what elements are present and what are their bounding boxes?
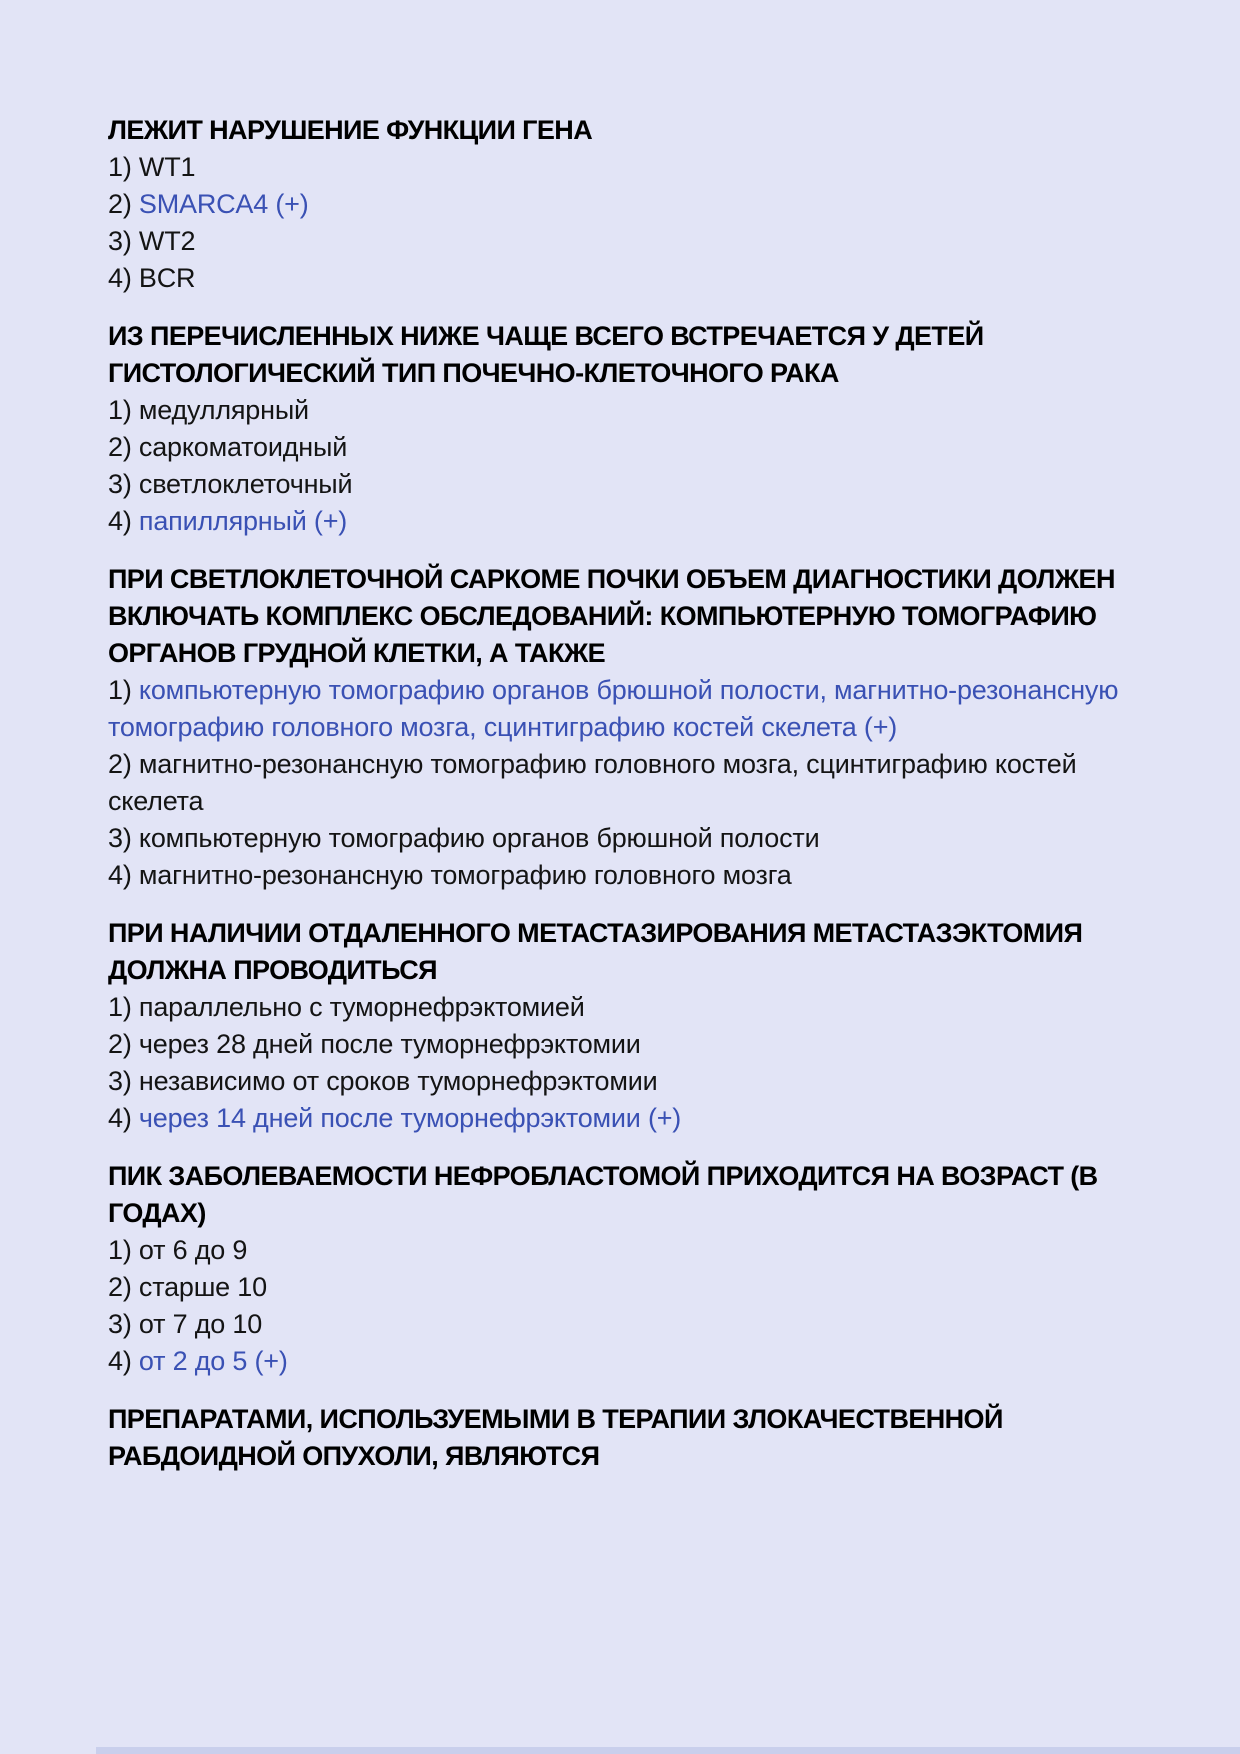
answer-text: светлоклеточный <box>138 469 353 499</box>
answer-text-correct: папиллярный (+) <box>138 506 348 536</box>
answer-number: 2) <box>108 749 139 779</box>
answer-text: от 6 до 9 <box>138 1235 248 1265</box>
answer-text-correct: через 14 дней после туморнефрэктомии (+) <box>138 1103 682 1133</box>
answer-option <box>108 149 1138 186</box>
answer-option <box>108 1343 1138 1380</box>
answer-number: 4) <box>108 1103 139 1133</box>
answer-option <box>108 466 1138 503</box>
answer-number: 4) <box>108 506 139 536</box>
answer-number: 4) <box>108 263 139 293</box>
question-block <box>108 1158 1138 1380</box>
answer-number: 2) <box>108 189 139 219</box>
answer-option <box>108 1100 1138 1137</box>
answer-number: 4) <box>108 1346 139 1376</box>
answer-number: 2) <box>108 1272 139 1302</box>
answer-text: магнитно-резонансную томографию головного мозга <box>138 860 792 890</box>
answer-option <box>108 746 1138 820</box>
answer-option <box>108 429 1138 466</box>
answer-text: WT1 <box>138 152 196 182</box>
answer-option <box>108 989 1138 1026</box>
answer-number: 3) <box>108 1309 139 1339</box>
question-block <box>108 318 1138 540</box>
answer-option <box>108 820 1138 857</box>
question-heading: ПРИ НАЛИЧИИ ОТДАЛЕННОГО МЕТАСТАЗИРОВАНИЯ МЕТАСТАЗЭКТОМИЯ ДОЛЖНА ПРОВОДИТЬСЯ <box>108 918 1083 985</box>
answer-number: 1) <box>108 395 139 425</box>
answer-number: 3) <box>108 226 139 256</box>
answer-text-correct: компьютерную томографию органов брюшной полости, магнитно-резонансную томографию головного мозга, сцинтиграфию костей скелета (+) <box>108 675 1119 742</box>
question-heading: ЛЕЖИТ НАРУШЕНИЕ ФУНКЦИИ ГЕНА <box>108 115 593 145</box>
answer-text: магнитно-резонансную томографию головного мозга, сцинтиграфию костей скелета <box>108 749 1077 816</box>
answer-option <box>108 672 1138 746</box>
question-block <box>108 112 1138 297</box>
answer-text-correct: SMARCA4 (+) <box>138 189 309 219</box>
answer-number: 2) <box>108 1029 139 1059</box>
question-heading: ИЗ ПЕРЕЧИСЛЕННЫХ НИЖЕ ЧАЩЕ ВСЕГО ВСТРЕЧАЕТСЯ У ДЕТЕЙ ГИСТОЛОГИЧЕСКИЙ ТИП ПОЧЕЧНО-КЛЕТОЧНОГО РАКА <box>108 321 984 388</box>
answer-option <box>108 1063 1138 1100</box>
question-block <box>108 1401 1138 1475</box>
answer-text: от 7 до 10 <box>138 1309 263 1339</box>
answer-text: компьютерную томографию органов брюшной полости <box>138 823 820 853</box>
answer-option <box>108 392 1138 429</box>
answer-number: 3) <box>108 823 139 853</box>
answer-option <box>108 223 1138 260</box>
answer-text-correct: от 2 до 5 (+) <box>138 1346 288 1376</box>
answer-number: 1) <box>108 152 139 182</box>
answer-number: 2) <box>108 432 139 462</box>
answer-text: через 28 дней после туморнефрэктомии <box>138 1029 641 1059</box>
answer-text: старше 10 <box>138 1272 267 1302</box>
answer-option <box>108 503 1138 540</box>
question-heading: ПИК ЗАБОЛЕВАЕМОСТИ НЕФРОБЛАСТОМОЙ ПРИХОДИТСЯ НА ВОЗРАСТ (В ГОДАХ) <box>108 1161 1098 1228</box>
answer-number: 1) <box>108 992 139 1022</box>
answer-number: 3) <box>108 469 139 499</box>
answer-number: 4) <box>108 860 139 890</box>
answer-text: BCR <box>138 263 196 293</box>
answer-text: медуллярный <box>138 395 309 425</box>
answer-option <box>108 857 1138 894</box>
answer-option <box>108 1026 1138 1063</box>
answer-number: 1) <box>108 1235 139 1265</box>
question-heading: ПРИ СВЕТЛОКЛЕТОЧНОЙ САРКОМЕ ПОЧКИ ОБЪЕМ ДИАГНОСТИКИ ДОЛЖЕН ВКЛЮЧАТЬ КОМПЛЕКС ОБСЛЕДОВАНИЙ: КОМПЬЮТЕРНУЮ ТОМОГРАФИЮ ОРГАНОВ ГРУДНОЙ КЛЕТКИ, А ТАКЖЕ <box>108 564 1115 668</box>
answer-option <box>108 1232 1138 1269</box>
answer-text: параллельно с туморнефрэктомией <box>138 992 585 1022</box>
answer-text: независимо от сроков туморнефрэктомии <box>138 1066 658 1096</box>
answer-option <box>108 1269 1138 1306</box>
answer-option <box>108 186 1138 223</box>
questions-list <box>108 112 1138 1475</box>
answer-number: 3) <box>108 1066 139 1096</box>
answer-text: саркоматоидный <box>138 432 348 462</box>
question-heading: ПРЕПАРАТАМИ, ИСПОЛЬЗУЕМЫМИ В ТЕРАПИИ ЗЛОКАЧЕСТВЕННОЙ РАБДОИДНОЙ ОПУХОЛИ, ЯВЛЯЮТСЯ <box>108 1404 1003 1471</box>
page-bottom-strip <box>96 1747 1240 1754</box>
question-block <box>108 915 1138 1137</box>
answer-number: 1) <box>108 675 139 705</box>
answer-text: WT2 <box>138 226 196 256</box>
answer-option <box>108 260 1138 297</box>
answer-option <box>108 1306 1138 1343</box>
question-block <box>108 561 1138 894</box>
